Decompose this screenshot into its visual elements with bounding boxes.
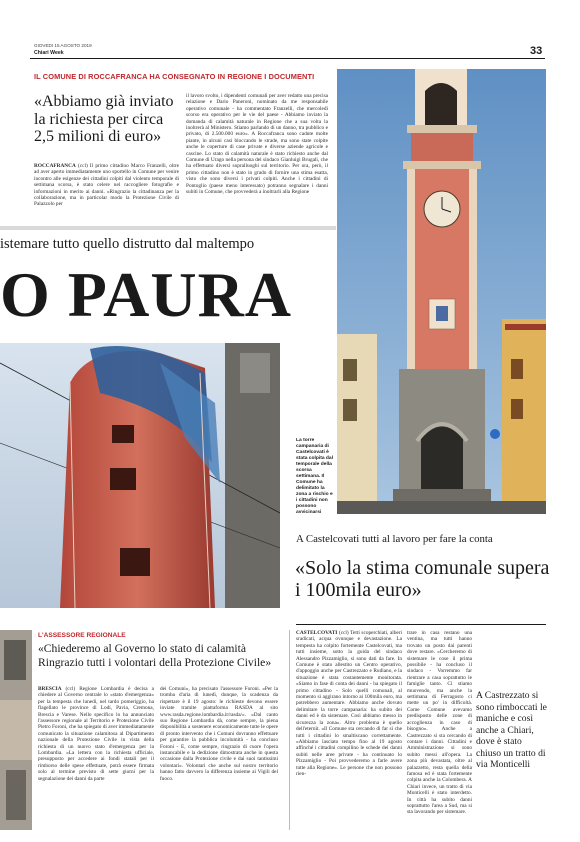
article2-left-strip — [0, 630, 32, 830]
article3-col1 — [296, 630, 402, 778]
article3-kicker: A Castelcovati tutti al lavoro per fare la conta — [296, 533, 493, 545]
article2-col2-text: dei Comuni», ha precisato l'assessore Foroni. «Per la tromba d'aria di lunedì, dunque, la scadenza da rispettare è il 19 agosto: le richieste devono essere inviate tramite piattaforma RASDA al sito www.rasda.regione.lombardia.it/rasda/». «Dal canto suo Regione Lombardia dà, come sempre, la piena disponibilità a sostenere economicamente tutte le opere di pronto intervento che i Comuni dovranno effettuare per garantire la pubblica incolumità - ha concluso Foroni - E, come sempre, ringrazio di cuore l'opera instancabile e la dedizione dimostrata anche in questa occasione dalla Protezione civile e dai suoi tantissimi volontari». Volontari che anche sul nostro territorio hanno fatto davvero la differenza insieme ai Vigili del fuoco. — [160, 686, 278, 782]
header-publication: Chiari Week — [34, 50, 64, 56]
article2-kicker: L'ASSESSORE REGIONALE — [38, 632, 126, 639]
header-page-number: 33 — [530, 45, 543, 57]
article2-col1-text: (ccl) Regione Lombardia è decisa a chiedere al Governo centrale lo «stato d'emergenza» per la tempesta che lunedì, nel tardo pomeriggio, ha flagellato le province di Lodi, Pavia, Cremona, Brescia e Varese. Nello specifico lo ha annunciato l'assessore regionale al Territorio e Protezione Civile Pietro Foroni, che ha spiegato di aver immediatamente comunicato la situazione calamitosa al Dipartimento nazionale della Protezione Civile in vista della richiesta di un nuovo stato d'emergenza per la Lombardia. «La lettera con la richiesta ufficiale, presupposto per accedere ai fondi statali per il rimborso delle spese effettuate, potrà essere firmata solo al termine previsto di sette giorni per la segnalazione dei danni da parte — [38, 686, 154, 782]
article3-headline: «Solo la stima comunale supera i 100mila euro» — [295, 557, 550, 601]
article2-col2 — [160, 686, 278, 783]
article1-headline: «Abbiamo già inviato la richiesta per circa 2,5 milioni di euro» — [34, 93, 174, 145]
article1-col2-text: il lavoro svolto, i dipendenti comunali per aver redatto una precisa relazione e Dario Paneroni, nominato da me responsabile operativo comunale - ha commentato Franzelli, che mercoledì scorso era operativo per le vie del paese - Abbiamo inviato la domanda di calamità naturale in Regione che a sua volta la inoltrerà al Ministero. Stiamo parlando di un danno, tra pubblico e privato, di 2.500.000 euro». A Roccafranca sono cadute molte piante, in alcuni casi bloccando le strade, ma sono state colpite anche le coperture di case private e diverse aziende agricole e cascine. Lo stato di calamità naturale è stato richiesto anche dal Comune di Urago nella persona del sindaco Gianluigi Brugali, che ha effettuato diversi sopralluoghi sul territorio. Per ora, però, il primo cittadino non è stato in grado di fornire una stima esatta, visto che sono diversi i privati colpiti. Anche i cittadini di Pontoglio (paese meno interessato) potranno segnalare i danni subiti in Comune, che provvederà a inoltrarli alla Regione — [186, 93, 328, 196]
bell-tower-illustration — [337, 69, 546, 514]
tower-caption: La torre campanaria di Castelcovati è stata colpita dal temporale della scorsa settimana. Il Comune ha delimitato la zona a rischio e i cittadini non possono avvicinarsi — [296, 438, 333, 515]
header-date: GIOVEDI 15 AGOSTO 2019 — [34, 43, 92, 48]
article1-col2 — [186, 93, 328, 197]
article3-col2 — [407, 630, 472, 817]
separator-band — [0, 226, 336, 230]
article2-headline: «Chiederemo al Governo lo stato di calamità Ringrazio tutti i volontari della Protezione Civile» — [38, 642, 272, 669]
article1-col1-text: (ccl) Il primo cittadino Marco Franzelli, oltre ad aver aperto immediatamente uno sportello in Comune per venire incontro alle esigenze dei cittadini colpiti dal violento temporale di settimana scorsa, è stato celere nel raccogliere fotografie e informazioni in merito ai danni. «Ringrazio la cittadinanza per la collaborazione, ma in particolar modo la Protezione Civile di Palazzolo per — [34, 163, 179, 208]
article1-col1 — [34, 163, 179, 209]
article3-pullquote: A Castrezzato si sono rimboccati le maniche e così anche a Chiari, dove è stato chiuso un tratto di via Monticelli — [476, 690, 547, 770]
article3-rule — [296, 624, 546, 625]
article3-col1-lead: CASTELCOVATI — [296, 630, 338, 636]
article3-col1-text: (ccl) Tetti scoperchiati, alberi sradicati, acqua ovunque e devastazione. La tempesta ha colpito fortemente Castelcovati, ma tutti insieme, sotto la guida del sindaco Alessandro Pizzamiglio, si sono dati da fare. In Comune è stato allestito un Centro operativo, d'appoggio anche per Castrezzato e Rudiano, e la situazione è stata costantemente monitorata. «Siamo in fase di conta dei danni - ha spiegato il primo cittadino - Solo quelli comunali, al momento si aggirano intorno ai 100mila euro, ma potrebbero aumentare. Abbiamo anche dovuto delimitare la torre campanaria: ha subito dei danni ed è da sistemare. Così abbiamo messo in sicurezza la zona». Altro problema è quello dell'eternit. «Il Comune sta cercando di far sì che tutti i cittadini lo smaltiscano correttamente. «Abbiamo lasciato tempo fino al 19 agosto affinché i cittadini compilino le schede dei danni subiti nelle aree private - ha continuato lo Pizzamiglio - Poi provvederemo a farle avere tutte alla Regione». Le persone che non possono rien- — [296, 630, 402, 777]
article2-col1-lead: BRESCIA — [38, 686, 62, 692]
bell-tower-photo — [337, 69, 546, 514]
article1-col1-lead: ROCCAFRANCA — [34, 163, 76, 169]
article3-col2-text: trare in casa restano una ventina, ma tutti hanno trovato un posto dai parenti dove restare. «Cercheremo di sistemare le cose il prima possibile - ha concluso il sindaco - Vorremmo far rientrare a casa soprattutto le famiglie tanto. Ci stiamo muovendo, ma anche la settimana di Ferragosto ci mette un po' in difficoltà. Come Comune avevamo predisposto delle zone di accoglienza in caso di bisogno». Anche a Castrezzato si sta cercando di contare i danni. Cittadini e Amministrazione si sono subito messi all'opera. La zona più devastata, oltre al palazzetto, resta quella della famosa ed è stata fortemente colpita anche la Colombera. A Chiari invece, un tratto di via Monticelli è stato interdetto. In città ha subito danni soprattutto l'area a Sud, ma si sta lavorando per sistemare. — [407, 630, 472, 816]
scaffold-tower-photo — [0, 343, 280, 608]
scaffold-tower-illustration — [0, 343, 280, 608]
article2-col1 — [38, 686, 154, 783]
article2-strip-image — [0, 630, 32, 830]
header-rule — [30, 58, 545, 59]
kicker-top: IL COMUNE DI ROCCAFRANCA HA CONSEGNATO IN REGIONE I DOCUMENTI — [34, 72, 315, 81]
banner-big: O PAURA — [0, 262, 292, 328]
column-divider — [289, 630, 290, 830]
banner-line1: istemare tutto quello distrutto dal maltempo — [0, 236, 255, 252]
